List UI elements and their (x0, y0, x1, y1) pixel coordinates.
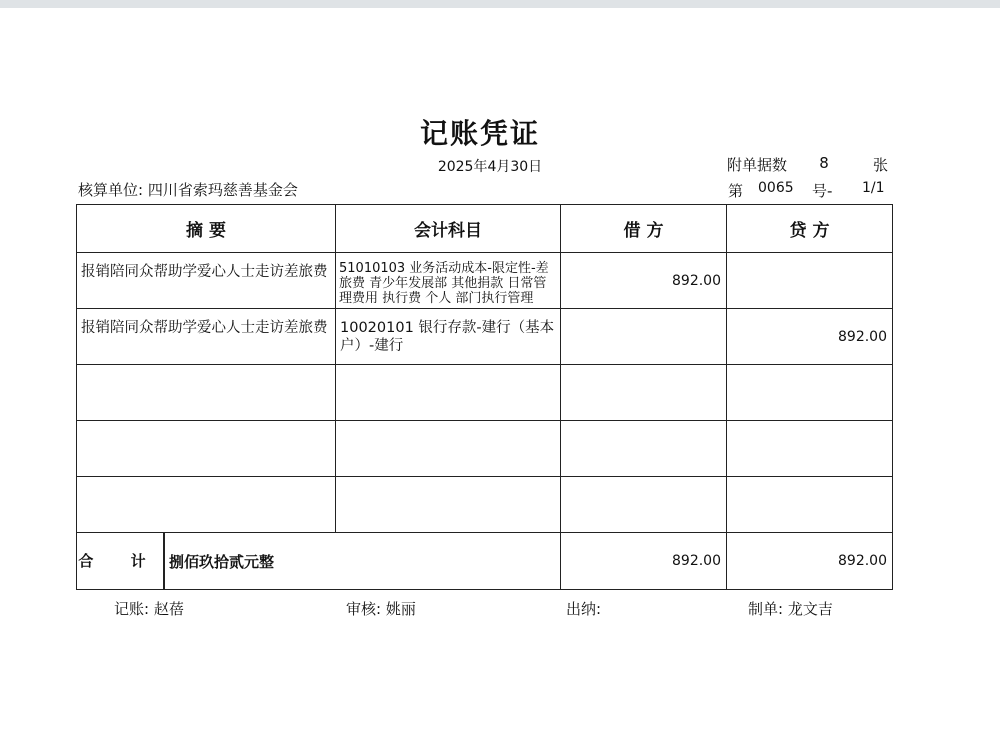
voucher-number: 0065 (758, 180, 794, 196)
total-amount-in-words: 捌佰玖拾贰元整 (169, 552, 275, 571)
row-summary: 报销陪同众帮助学爱心人士走访差旅费 (77, 253, 336, 309)
reviewer-signoff: 审核: 姚丽 (346, 600, 416, 618)
row-account: 10020101 银行存款-建行（基本户）-建行 (336, 309, 561, 365)
row-account: 51010103 业务活动成本-限定性-差旅费 青少年发展部 其他捐款 日常管理费用 执行费 个人 部门执行管理 (336, 253, 561, 309)
attachments-count: 8 (819, 154, 829, 172)
table-row (77, 253, 893, 309)
total-row (77, 533, 893, 590)
bookkeeper-signoff: 记账: 赵蓓 (114, 600, 184, 618)
row-credit (727, 253, 893, 309)
row-credit: 892.00 (727, 309, 893, 365)
header-summary: 摘 要 (77, 205, 336, 253)
header-account: 会计科目 (336, 205, 561, 253)
total-label: 合 计 (77, 533, 165, 589)
table-header-row (77, 205, 893, 253)
voucher-number-prefix: 第 (728, 182, 744, 200)
voucher-table (76, 204, 893, 590)
voucher-title: 记账凭证 (419, 117, 540, 150)
total-debit: 892.00 (561, 533, 727, 590)
attachments-unit: 张 (873, 156, 889, 174)
voucher-date: 2025年4月30日 (437, 159, 543, 175)
empty-row (77, 477, 893, 533)
preparer-signoff: 制单: 龙文吉 (748, 600, 833, 618)
empty-row (77, 421, 893, 477)
row-summary: 报销陪同众帮助学爱心人士走访差旅费 (77, 309, 336, 365)
scan-edge-strip (0, 0, 1000, 8)
total-credit: 892.00 (727, 533, 893, 590)
table-row (77, 309, 893, 365)
cashier-signoff: 出纳: (566, 600, 602, 618)
organization-label: 核算单位: 四川省索玛慈善基金会 (78, 181, 298, 199)
empty-row (77, 365, 893, 421)
attachments-label: 附单据数 (727, 156, 788, 174)
header-debit: 借 方 (561, 205, 727, 253)
voucher-number-suffix: 号- (812, 182, 833, 200)
header-credit: 贷 方 (727, 205, 893, 253)
row-debit (561, 309, 727, 365)
voucher-page: 1/1 (862, 180, 885, 196)
row-debit: 892.00 (561, 253, 727, 309)
